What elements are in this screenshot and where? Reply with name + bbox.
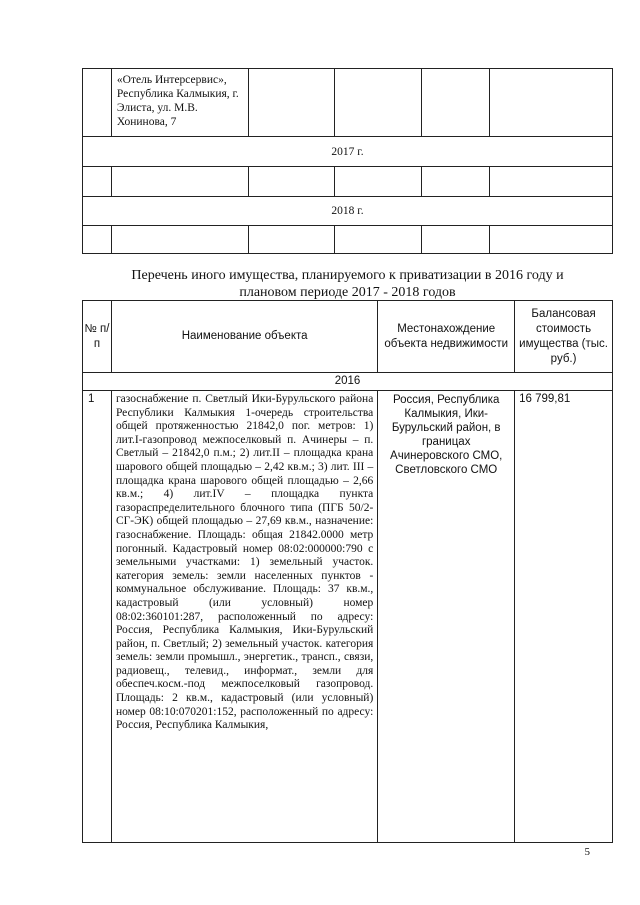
year-2017-label: 2017 г.: [83, 137, 613, 167]
table-cell: [334, 226, 422, 254]
row-number: 1: [83, 391, 112, 843]
header-name: Наименование объекта: [111, 301, 377, 373]
table-cell: [83, 69, 112, 137]
year-row-2018: [83, 197, 613, 226]
hotel-entry-cell: [111, 69, 248, 137]
table-row: [83, 69, 613, 137]
table-cell: [83, 226, 112, 254]
year-row-2017: [83, 137, 613, 167]
hotel-entry: «Отель Интерсервис», Республика Калмыкия, г. Элиста, ул. М.В. Хонинова, 7: [116, 74, 239, 128]
table-cell: [248, 69, 334, 137]
previous-table: [82, 68, 613, 254]
year-2016-label: 2016: [83, 373, 613, 391]
table-cell: [422, 226, 490, 254]
table-cell: [334, 167, 422, 197]
table-row: [83, 226, 613, 254]
table-cell: [334, 69, 422, 137]
table-cell: [422, 69, 490, 137]
table-cell: [422, 167, 490, 197]
year-2018-label: 2018 г.: [83, 197, 613, 226]
object-description: газоснабжение п. Светлый Ики-Бурульского района Республики Калмыкия 1-очередь строительства общей протяженностью 21842,0 пог. метров: 1) лит.I-газопровод межпоселковый п. Ачинеры – п. Светлый – 21842,0 п.м.; 2) лит.II – площадка крана шарового общей площадью – 2,42 кв.м.; 3) лит. III – площадка крана шарового общей площадью – 2,66 кв.м.; 4) лит.IV – площадка пункта газораспределительного блочного типа (ПГБ 50/2-СГ-ЭК) общей площадью – 27,69 кв.м., назначение: газоснабжение. Площадь: общая 21842.0000 метр погонный. Кадастровый номер 08:02:000000:790 с земельными участками: 1) земельный участок. категория земель: земли населенных пунктов - коммунальное обслуживание. Площадь: 37 кв.м., кадастровый (или условный) номер 08:02:360101:287, расположенный по адресу: Россия, Республика Калмыкия, Ики-Бурульский район, п. Светлый; 2) земельный участок. категория земель: земли промышл., энергетик., трансп., связи, радиовещ., телевид., информат., земли для обеспеч.косм.-под межпоселковый газопровод. Площадь: 2 кв.м., кадастровый (или условный) номер 08:10:070201:152, расположенный по адресу: Россия, Республика Калмыкия,: [111, 391, 377, 843]
table-row: [83, 391, 613, 843]
year-row-2016: [83, 373, 613, 391]
balance-value: 16 799,81: [515, 391, 613, 843]
table-cell: [248, 167, 334, 197]
header-number: № п/ п: [83, 301, 112, 373]
header-row: [83, 301, 613, 373]
table-cell: [490, 69, 613, 137]
privatization-table: [82, 300, 613, 843]
table-cell: [111, 167, 248, 197]
header-location: Местонахождение объекта недвижимости: [378, 301, 515, 373]
table-cell: [111, 226, 248, 254]
table-cell: [248, 226, 334, 254]
section-heading: [82, 267, 613, 301]
table-cell: [490, 226, 613, 254]
heading-line-2: плановом периоде 2017 - 2018 годов: [239, 285, 456, 300]
table-cell: [490, 167, 613, 197]
heading-line-1: Перечень иного имущества, планируемого к приватизации в 2016 году и: [131, 268, 564, 283]
table-row: [83, 167, 613, 197]
header-balance: Балансовая стоимость имущества (тыс. руб.): [515, 301, 613, 373]
page-number: 5: [584, 846, 590, 858]
object-location: Россия, Республика Калмыкия, Ики-Бурульский район, в границах Ачинеровского СМО, Светловского СМО: [378, 391, 515, 843]
table-cell: [83, 167, 112, 197]
